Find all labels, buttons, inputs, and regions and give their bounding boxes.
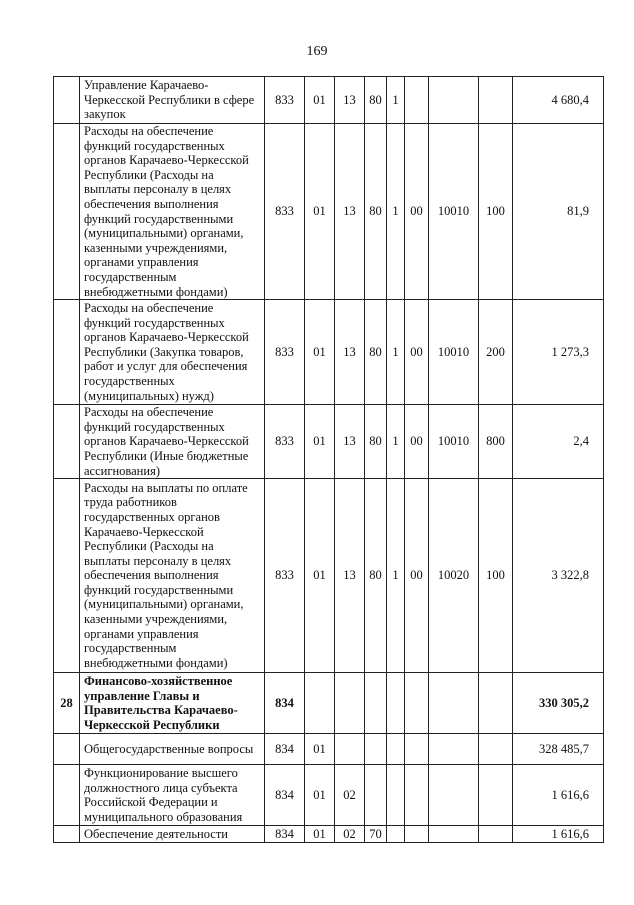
code-section: 01 — [305, 734, 335, 765]
row-number — [54, 479, 80, 673]
row-number — [54, 124, 80, 300]
code-subprogram — [387, 734, 405, 765]
table-row — [54, 300, 604, 405]
code-program: 80 — [365, 77, 387, 124]
table-row — [54, 826, 604, 843]
code-subprogram: 1 — [387, 300, 405, 405]
code-expense-type: 100 — [479, 479, 513, 673]
row-name: Расходы на обеспечение функций государственных органов Карачаево-Черкесской Республики (Иные бюджетные ассигнования) — [80, 405, 265, 479]
row-name: Обеспечение деятельности — [80, 826, 265, 843]
row-amount: 328 485,7 — [513, 734, 604, 765]
code-section: 01 — [305, 479, 335, 673]
code-ved: 834 — [265, 826, 305, 843]
code-direction — [429, 826, 479, 843]
code-direction: 10010 — [429, 405, 479, 479]
code-section: 01 — [305, 300, 335, 405]
code-ved: 833 — [265, 479, 305, 673]
code-subprogram: 1 — [387, 124, 405, 300]
code-section: 01 — [305, 826, 335, 843]
code-direction: 10010 — [429, 300, 479, 405]
code-measure — [405, 826, 429, 843]
code-direction: 10010 — [429, 124, 479, 300]
code-direction — [429, 77, 479, 124]
page-number: 169 — [306, 44, 328, 59]
table-row — [54, 124, 604, 300]
table-row — [54, 673, 604, 734]
code-section: 01 — [305, 405, 335, 479]
code-measure — [405, 734, 429, 765]
code-ved: 833 — [265, 405, 305, 479]
code-direction — [429, 765, 479, 826]
row-name: Общегосударственные вопросы — [80, 734, 265, 765]
row-name: Функционирование высшего должностного лица субъекта Российской Федерации и муниципального образования — [80, 765, 265, 826]
code-section: 01 — [305, 77, 335, 124]
code-subsection: 13 — [335, 405, 365, 479]
table-row — [54, 405, 604, 479]
row-name: Управление Карачаево-Черкесской Республики в сфере закупок — [80, 77, 265, 124]
code-subprogram — [387, 826, 405, 843]
row-number — [54, 826, 80, 843]
code-ved: 834 — [265, 734, 305, 765]
code-subprogram — [387, 765, 405, 826]
code-expense-type — [479, 765, 513, 826]
code-measure — [405, 673, 429, 734]
row-number: 28 — [54, 673, 80, 734]
table-row — [54, 479, 604, 673]
table-row — [54, 734, 604, 765]
code-program — [365, 734, 387, 765]
code-ved: 833 — [265, 124, 305, 300]
row-amount: 1 616,6 — [513, 765, 604, 826]
code-subsection: 13 — [335, 77, 365, 124]
row-name: Расходы на обеспечение функций государственных органов Карачаево-Черкесской Республики (Закупка товаров, работ и услуг для обеспечения государственных (муниципальных) нужд) — [80, 300, 265, 405]
code-measure: 00 — [405, 300, 429, 405]
row-name: Финансово-хозяйственное управление Главы и Правительства Карачаево-Черкесской Республики — [80, 673, 265, 734]
code-program — [365, 673, 387, 734]
code-measure — [405, 765, 429, 826]
code-subprogram: 1 — [387, 479, 405, 673]
code-program: 80 — [365, 405, 387, 479]
code-subprogram: 1 — [387, 405, 405, 479]
code-ved: 833 — [265, 300, 305, 405]
code-subsection: 13 — [335, 479, 365, 673]
code-expense-type: 800 — [479, 405, 513, 479]
code-measure — [405, 77, 429, 124]
code-ved: 834 — [265, 673, 305, 734]
code-section: 01 — [305, 765, 335, 826]
code-subsection: 13 — [335, 300, 365, 405]
code-expense-type — [479, 826, 513, 843]
code-program: 70 — [365, 826, 387, 843]
row-amount: 1 273,3 — [513, 300, 604, 405]
row-number — [54, 405, 80, 479]
code-expense-type: 200 — [479, 300, 513, 405]
row-amount: 4 680,4 — [513, 77, 604, 124]
code-program — [365, 765, 387, 826]
table-row — [54, 77, 604, 124]
code-measure: 00 — [405, 124, 429, 300]
budget-table — [53, 76, 604, 843]
row-amount: 330 305,2 — [513, 673, 604, 734]
code-subsection: 02 — [335, 826, 365, 843]
code-subprogram — [387, 673, 405, 734]
code-direction — [429, 734, 479, 765]
row-name: Расходы на обеспечение функций государственных органов Карачаево-Черкесской Республики (Расходы на выплаты персоналу в целях обеспечения выполнения функций государственными (муниципальными) органами, казенными учреждениями, органами управления государственным внебюджетными фондами) — [80, 124, 265, 300]
code-measure: 00 — [405, 479, 429, 673]
row-name: Расходы на выплаты по оплате труда работников государственных органов Карачаево-Черкесской Республики (Расходы на выплаты персоналу в целях обеспечения выполнения функций государственными (муниципальными) органами, казенными учреждениями, органами управления государственным внебюджетными фондами) — [80, 479, 265, 673]
code-measure: 00 — [405, 405, 429, 479]
row-amount: 81,9 — [513, 124, 604, 300]
code-subsection: 13 — [335, 124, 365, 300]
row-amount: 3 322,8 — [513, 479, 604, 673]
code-section — [305, 673, 335, 734]
code-direction — [429, 673, 479, 734]
code-subsection: 02 — [335, 765, 365, 826]
code-program: 80 — [365, 479, 387, 673]
code-direction: 10020 — [429, 479, 479, 673]
row-number — [54, 77, 80, 124]
row-number — [54, 734, 80, 765]
code-program: 80 — [365, 300, 387, 405]
code-expense-type: 100 — [479, 124, 513, 300]
code-ved: 834 — [265, 765, 305, 826]
code-section: 01 — [305, 124, 335, 300]
code-program: 80 — [365, 124, 387, 300]
row-number — [54, 300, 80, 405]
code-subsection — [335, 673, 365, 734]
code-expense-type — [479, 734, 513, 765]
code-expense-type — [479, 673, 513, 734]
code-expense-type — [479, 77, 513, 124]
row-amount: 1 616,6 — [513, 826, 604, 843]
row-number — [54, 765, 80, 826]
table-row — [54, 765, 604, 826]
code-subprogram: 1 — [387, 77, 405, 124]
code-ved: 833 — [265, 77, 305, 124]
code-subsection — [335, 734, 365, 765]
row-amount: 2,4 — [513, 405, 604, 479]
